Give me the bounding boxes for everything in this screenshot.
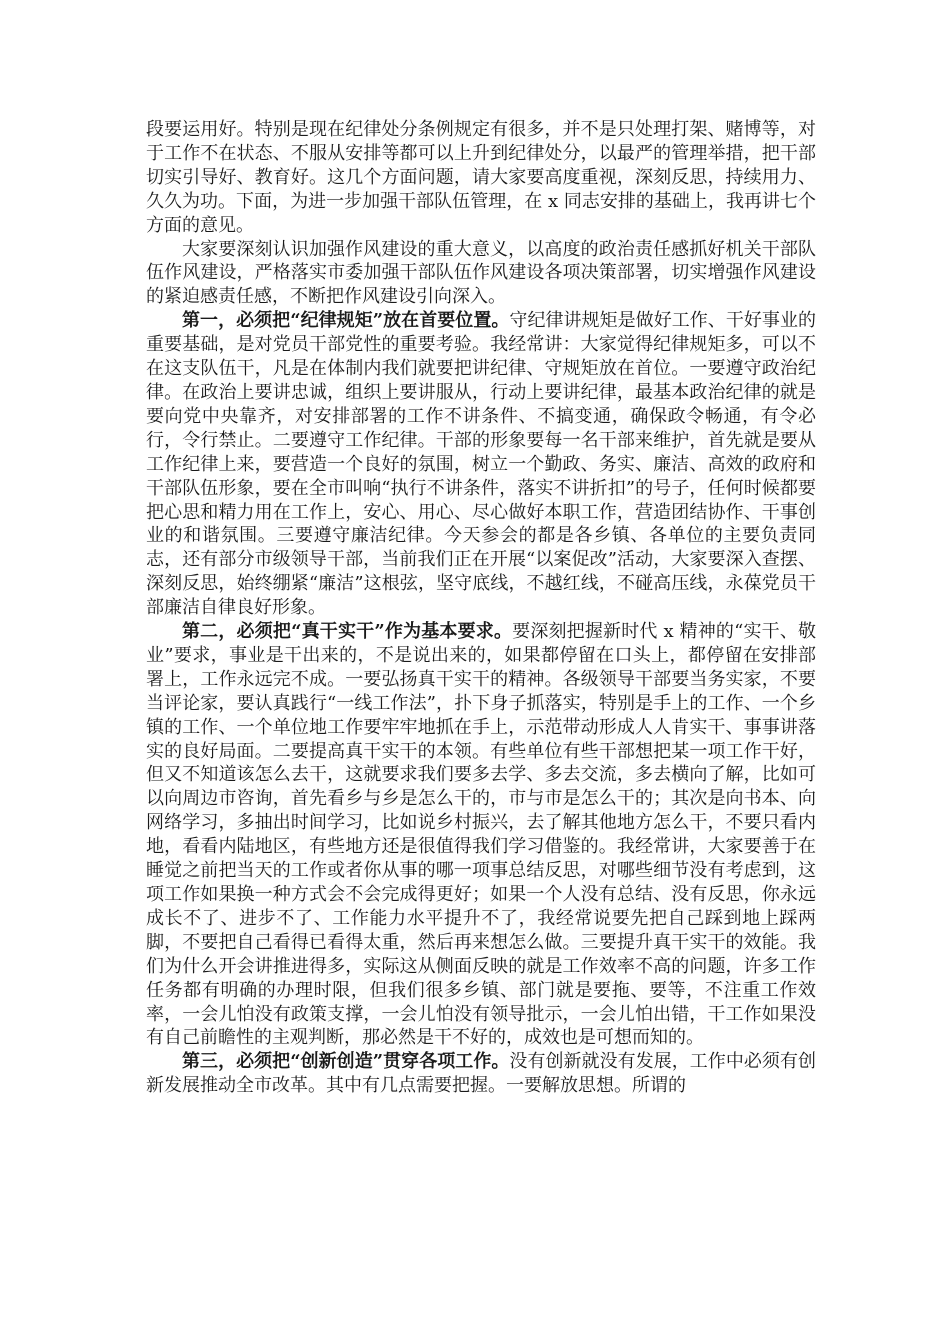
paragraph-text: 没有创新就没有发展，工作中必须有创新发展推动全市改革。其中有几点需要把握。一要解放思想。所谓的 bbox=[146, 1051, 816, 1097]
paragraph-text: 要深刻把握新时代 x 精神的“实干、敬业”要求，事业是干出来的，不是说出来的，如果都停留在口头上，都停留在安排部署上，工作永远完不成。一要弘扬真干实干的精神。各级领导干部要当务实家，不要当评论家，要认真践行“一线工作法”，扑下身子抓落实，特别是手上的工作、一个乡镇的工作、一个单位地工作要牢牢地抓在手上，示范带动形成人人肯实干、事事讲落实的良好局面。二要提高真干实干的本领。有些单位有些干部想把某一项工作干好，但又不知道该怎么去干，这就要求我们要多去学、多去交流，多去横向了解，比如可以向周边市咨询，首先看乡与乡是怎么干的，市与市是怎么干的；其次是向书本、向网络学习，多抽出时间学习，比如说乡村振兴，去了解其他地方怎么干，不要只看内地，看看内陆地区，有些地方还是很值得我们学习借鉴的。我经常讲，大家要善于在睡觉之前把当天的工作或者你从事的哪一项事总结反思，对哪些细节没有考虑到，这项工作如果换一种方式会不会完成得更好；如果一个人没有总结、没有反思，你永远成长不了、进步不了、工作能力水平提升不了，我经常说要先把自己踩到地上踩两脚，不要把自己看得已看得太重，然后再来想怎么做。三要提升真干实干的效能。我们为什么开会讲推进得多，实际这从侧面反映的就是工作效率不高的问题，许多工作任务都有明确的办理时限，但我们很多乡镇、部门就是要拖、要等，不注重工作效率，一会儿怕没有政策支撑，一会儿怕没有领导批示，一会儿怕出错，干工作如果没有自己前瞻性的主观判断，那必然是干不好的，成效也是可想而知的。 bbox=[146, 621, 816, 1049]
paragraph-text: 大家要深刻认识加强作风建设的重大意义，以高度的政治责任感抓好机关干部队伍作风建设，严格落实市委加强干部队伍作风建设各项决策部署，切实增强作风建设的紧迫感责任感，不断把作风建设引向深入。 bbox=[146, 238, 816, 308]
paragraph-heading: 第二，必须把“真干实干”作为基本要求。 bbox=[182, 621, 513, 643]
paragraph-heading: 第三，必须把“创新创造”贯穿各项工作。 bbox=[182, 1051, 510, 1073]
document-page bbox=[146, 118, 816, 1098]
paragraph-third-innovation bbox=[146, 1050, 816, 1098]
paragraph-text: 段要运用好。特别是现在纪律处分条例规定有很多，并不是只处理打架、赌博等，对于工作不在状态、不服从安排等都可以上升到纪律处分，以最严的管理举措，把干部切实引导好、教育好。这几个方面问题，请大家要高度重视，深刻反思，持续用力、久久为功。下面，为进一步加强干部队伍管理，在 x 同志安排的基础上，我再讲七个方面的意见。 bbox=[146, 119, 816, 236]
paragraph-style-building bbox=[146, 238, 816, 310]
paragraph-intro bbox=[146, 118, 816, 238]
paragraph-second-practical bbox=[146, 620, 816, 1050]
paragraph-text: 守纪律讲规矩是做好工作、干好事业的重要基础，是对党员干部党性的重要考验。我经常讲：大家觉得纪律规矩多，可以不在这支队伍干，凡是在体制内我们就要把讲纪律、守规矩放在首位。一要遵守政治纪律。在政治上要讲忠诚，组织上要讲服从，行动上要讲纪律，最基本政治纪律的就是要向党中央靠齐，对安排部署的工作不讲条件、不搞变通，确保政令畅通，有令必行，令行禁止。二要遵守工作纪律。干部的形象要每一名干部来维护，首先就是要从工作纪律上来，要营造一个良好的氛围，树立一个勤政、务实、廉洁、高效的政府和干部队伍形象，要在全市叫响“执行不讲条件，落实不讲折扣”的号子，任何时候都要把心思和精力用在工作上，安心、用心、尽心做好本职工作，营造团结协作、干事创业的和谐氛围。三要遵守廉洁纪律。今天参会的都是各乡镇、各单位的主要负责同志，还有部分市级领导干部，当前我们正在开展“以案促改”活动，大家要深入查摆、深刻反思，始终绷紧“廉洁”这根弦，坚守底线，不越红线，不碰高压线，永葆党员干部廉洁自律良好形象。 bbox=[146, 310, 816, 619]
paragraph-heading: 第一，必须把“纪律规矩”放在首要位置。 bbox=[182, 310, 510, 332]
paragraph-first-discipline bbox=[146, 309, 816, 620]
